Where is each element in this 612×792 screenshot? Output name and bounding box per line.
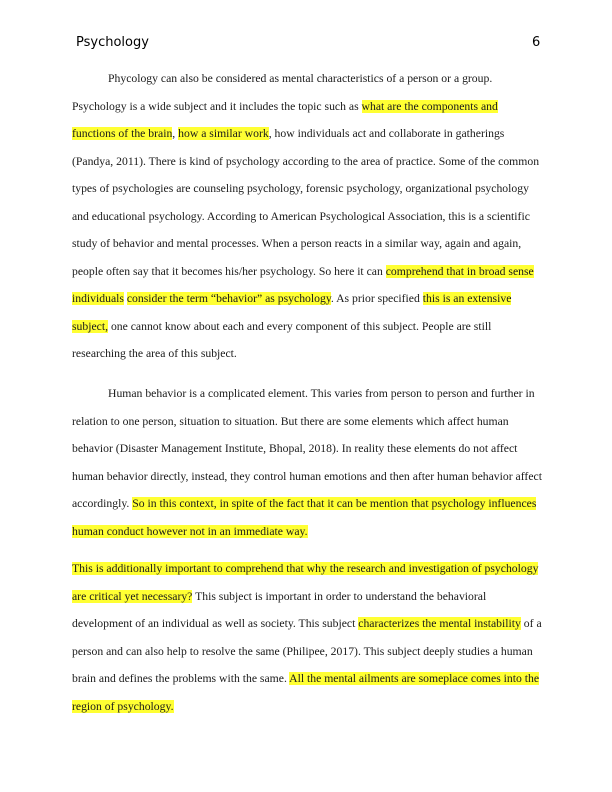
highlighted-text: This is additionally important to comprehend that why the research and investigation of psychology are critical yet necessary? xyxy=(72,562,539,603)
text-segment: , xyxy=(172,127,179,140)
text-segment: , how individuals act and collaborate in gatherings (Pandya, 2011). There is kind of psychology according to the area of practice. Some of the common types of psychologies are counseling psychology, forensic psychology, organizational psychology and educational psychology. According to American Psychological Association, this is a scientific study of behavior and mental processes. When a person reacts in a similar way, again and again, people often say that it becomes his/her psychology. So here it can xyxy=(72,127,540,278)
text-segment: Human behavior is a complicated element. This varies from person to person and further in relation to one person, situation to situation. But there are some elements which affect human behavior (Disaster Management Institute, Bhopal, 2018). In reality these elements do not affect human behavior directly, instead, they control human emotions and then after human behavior affect accordingly. xyxy=(72,387,542,510)
paragraph-3 xyxy=(72,555,542,720)
page-number: 6 xyxy=(532,35,541,50)
text-segment: of a person and can also help to resolve the same (Philipee, 2017). This subject deeply studies a human brain and defines the problems with the same. xyxy=(72,617,542,685)
header-title: Psychology xyxy=(76,35,149,50)
highlighted-text: characterizes the mental instability xyxy=(358,617,521,630)
highlighted-text: So in this context, in spite of the fact that it can be mention that psychology influences human conduct however not in an immediate way. xyxy=(72,497,537,538)
paragraph-2 xyxy=(72,380,542,545)
highlighted-text: consider the term “behavior” as psychology xyxy=(126,292,331,305)
highlighted-text: this is an extensive subject, xyxy=(72,292,512,333)
text-segment: Phycology can also be considered as mental characteristics of a person or a group. Psychology is a wide subject and it includes the topic such as xyxy=(72,72,493,113)
highlighted-text: comprehend that in broad sense individuals xyxy=(72,264,534,305)
text-segment: one cannot know about each and every component of this subject. People are still researching the area of this subject. xyxy=(72,319,492,360)
paragraph-1 xyxy=(72,65,542,368)
highlighted-text: All the mental ailments are someplace comes into the region of psychology. xyxy=(72,672,540,713)
highlighted-text: how a similar work xyxy=(178,127,269,140)
highlighted-text: what are the components and functions of the brain xyxy=(72,99,498,140)
text-segment: . As prior specified xyxy=(330,292,423,305)
text-segment: This subject is important in order to understand the behavioral development of an individual as well as society. This subject xyxy=(72,589,487,630)
